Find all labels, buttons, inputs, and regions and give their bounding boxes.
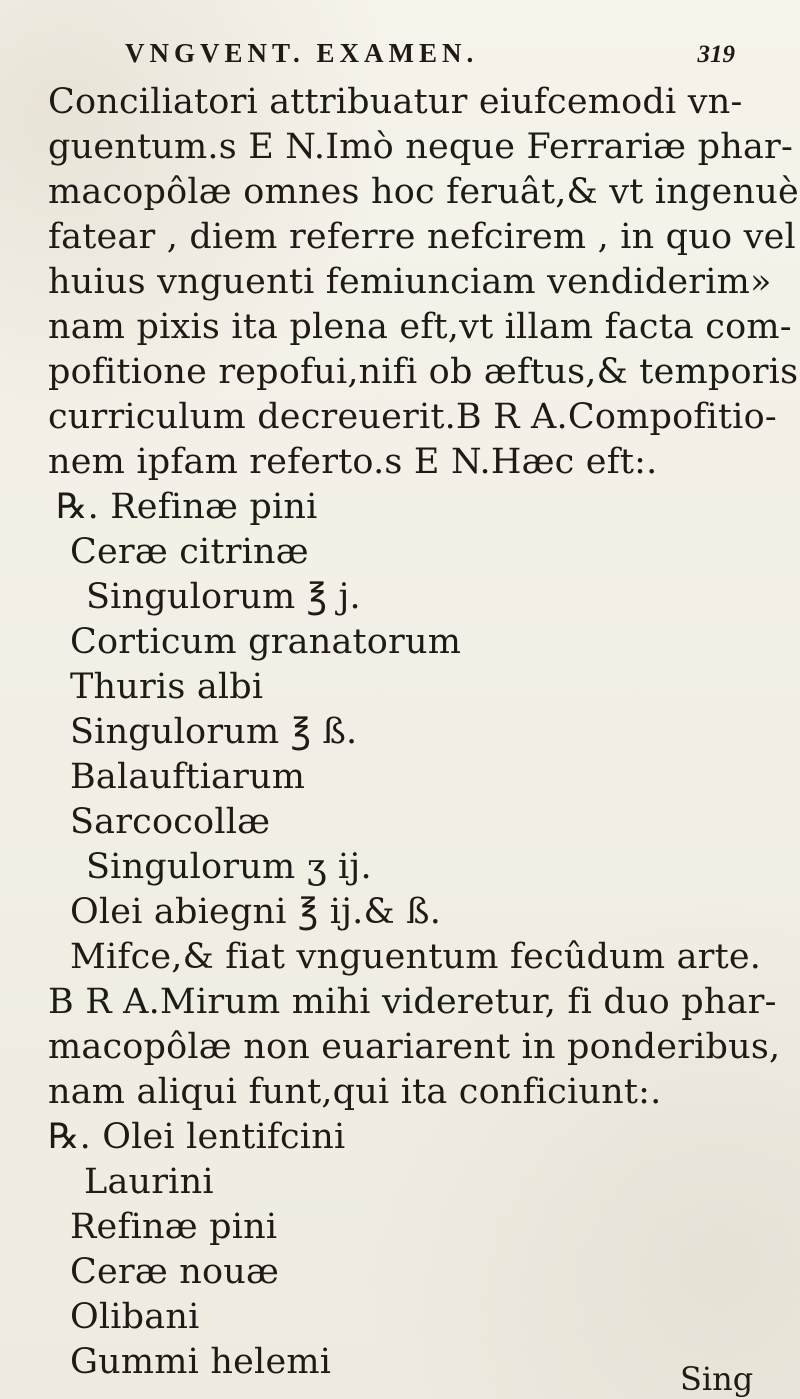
page-number: 319	[697, 41, 735, 68]
running-head: VNGVENT. EXAMEN.	[125, 38, 479, 68]
text-line: pofitione repofui,nifi ob æftus,& temporis	[48, 352, 799, 392]
recipe-line: Balauftiarum	[70, 757, 306, 797]
recipe-line: Ceræ citrinæ	[70, 532, 309, 572]
recipe-line: ℞. Olei lentifcini	[48, 1117, 346, 1157]
text-line: macopôlæ non euariarent in ponderibus,	[48, 1027, 781, 1067]
text-line: nam pixis ita plena eft,vt illam facta com-	[48, 307, 792, 347]
recipe-line: Olei abiegni ℥ ij.& ß.	[70, 892, 442, 932]
recipe-line: Singulorum ℥ ß.	[70, 712, 358, 752]
recipe-line: Corticum granatorum	[70, 622, 462, 662]
recipe-line: Ceræ nouæ	[70, 1252, 280, 1292]
recipe-line: Laurini	[84, 1162, 214, 1202]
recipe-line: Mifce,& fiat vnguentum fecûdum arte.	[70, 937, 762, 977]
text-line: B R A.Mirum mihi videretur, fi duo phar-	[48, 982, 777, 1022]
text-line: nem ipfam referto.s E N.Hæc eft:.	[48, 442, 658, 482]
text-line: fatear , diem referre nefcirem , in quo vel	[48, 217, 796, 257]
recipe-line: Refinæ pini	[70, 1207, 278, 1247]
recipe-line: Gummi helemi	[70, 1342, 332, 1382]
text-line: curriculum decreuerit.B R A.Compofitio-	[48, 397, 777, 437]
recipe-line: Olibani	[70, 1297, 200, 1337]
text-line: guentum.s E N.Imò neque Ferrariæ phar-	[48, 127, 793, 167]
recipe-line: Singulorum ʒ ij.	[86, 847, 372, 887]
text-line: nam aliqui funt,qui ita conficiunt:.	[48, 1072, 662, 1112]
catchword: Sing	[680, 1360, 754, 1398]
page-header	[125, 38, 735, 74]
text-line: Conciliatori attribuatur eiufcemodi vn-	[48, 82, 743, 122]
recipe-line: ℞. Refinæ pini	[56, 487, 318, 527]
recipe-line: Thuris albi	[70, 667, 264, 707]
text-line: macopôlæ omnes hoc feruât,& vt ingenuè	[48, 172, 799, 212]
text-line: huius vnguenti femiunciam vendiderim»	[48, 262, 772, 302]
recipe-line: Sarcocollæ	[70, 802, 271, 842]
recipe-line: Singulorum ℥ j.	[86, 577, 361, 617]
